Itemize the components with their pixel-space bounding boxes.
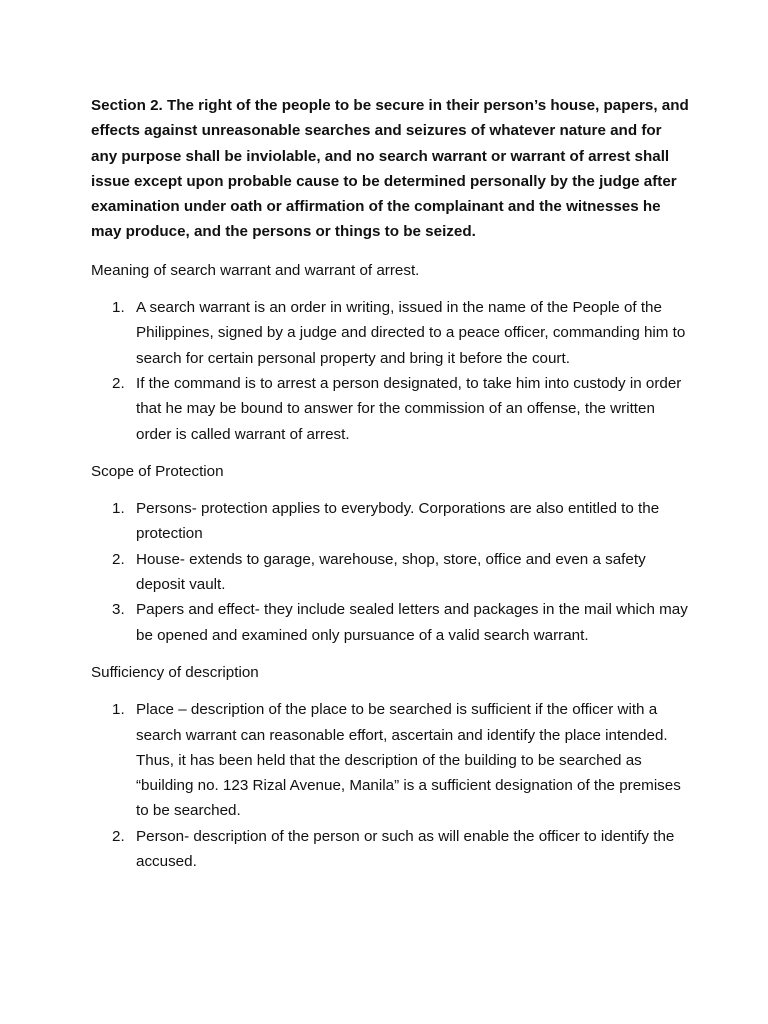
list-number: 2. xyxy=(112,374,125,392)
list-item-text: Persons- protection applies to everybody. Corporations are also entitled to the protection xyxy=(136,500,660,543)
document-body xyxy=(91,93,691,886)
list-item xyxy=(91,824,691,875)
list-item xyxy=(91,496,691,547)
scope-list xyxy=(91,496,691,648)
list-item-text: Person- description of the person or such as will enable the officer to identify the accused. xyxy=(136,827,675,871)
list-item-text: A search warrant is an order in writing, issued in the name of the People of the Philippines, signed by a judge and directed to a peace officer, commanding him to search for certain personal property and bring it before the court. xyxy=(136,299,686,367)
sufficiency-list xyxy=(91,697,691,874)
list-number: 1. xyxy=(112,299,125,317)
list-item-text: Papers and effect- they include sealed letters and packages in the mail which may be opened and examined only pursuance of a valid search warrant. xyxy=(136,601,688,644)
meaning-heading: Meaning of search warrant and warrant of arrest. xyxy=(91,261,420,279)
section-2-paragraph: Section 2. The right of the people to be secure in their person’s house, papers, and effects against unreasonable searches and seizures of whatever nature and for any purpose shall be inviolable, and no search warrant or warrant of arrest shall issue except upon probable cause to be determined personally by the judge after examination under oath or affirmation of the complainant and the witnesses he may produce, and the persons or things to be seized. xyxy=(91,97,689,241)
list-number: 2. xyxy=(112,827,125,845)
list-number: 1. xyxy=(112,500,125,518)
list-item-text: If the command is to arrest a person designated, to take him into custody in order that he may be bound to answer for the commission of an offense, the written order is called warrant of arrest. xyxy=(136,374,682,443)
sufficiency-heading: Sufficiency of description xyxy=(91,663,259,681)
meaning-list xyxy=(91,295,691,447)
list-number: 3. xyxy=(112,601,125,619)
list-number: 1. xyxy=(112,701,125,719)
list-item-text: House- extends to garage, warehouse, shop, store, office and even a safety deposit vault. xyxy=(136,550,646,594)
list-item xyxy=(91,697,691,823)
list-item-text: Place – description of the place to be searched is sufficient if the officer with a search warrant can reasonable effort, ascertain and identify the place intended. Thus, it has been held that the description of the building to be searched as “building no. 123 Rizal Avenue, Manila” is a sufficient designation of the premises to be searched. xyxy=(136,701,681,820)
list-item xyxy=(91,597,691,648)
list-number: 2. xyxy=(112,550,125,568)
list-item xyxy=(91,371,691,447)
scope-heading: Scope of Protection xyxy=(91,462,224,480)
list-item xyxy=(91,547,691,598)
list-item xyxy=(91,295,691,371)
